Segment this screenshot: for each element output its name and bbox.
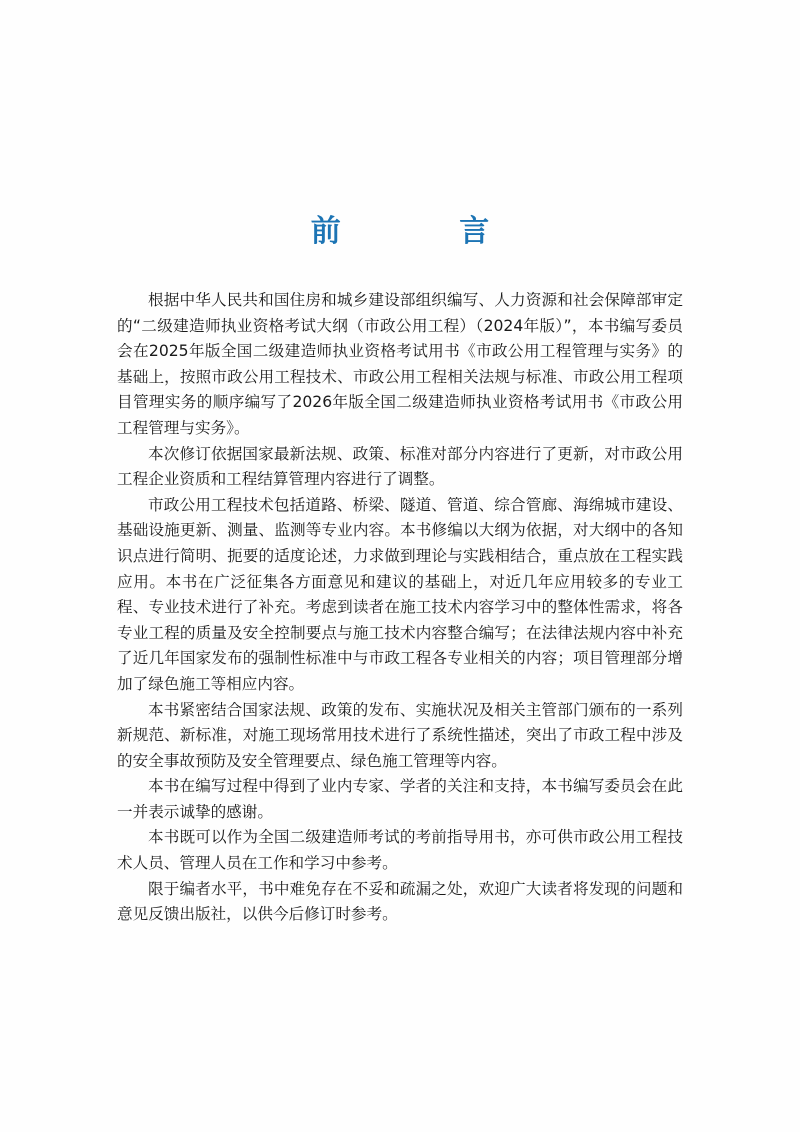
paragraph: 本书在编写过程中得到了业内专家、学者的关注和支持，本书编写委员会在此一并表示诚挚的感谢。: [117, 777, 683, 821]
paragraph: 市政公用工程技术包括道路、桥梁、隧道、管道、综合管廊、海绵城市建设、基础设施更新、测量、监测等专业内容。本书修编以大纲为依据，对大纲中的各知识点进行简明、扼要的适度论述，力求做到理论与实践相结合，重点放在工程实践应用。本书在广泛征集各方面意见和建议的基础上，对近几年应用较多的专业工程、专业技术进行了补充。考虑到读者在施工技术内容学习中的整体性需求，将各专业工程的质量及安全控制要点与施工技术内容整合编写；在法律法规内容中补充了近几年国家发布的强制性标准中与市政工程各专业相关的内容；项目管理部分增加了绿色施工等相应内容。: [117, 495, 683, 693]
paragraph: 本书紧密结合国家法规、政策的发布、实施状况及相关主管部门颁布的一系列新规范、新标准，对施工现场常用技术进行了系统性描述，突出了市政工程中涉及的安全事故预防及安全管理要点、绿色施工管理等内容。: [117, 700, 683, 770]
page-title: 前 言: [310, 214, 544, 250]
paragraph: 本书既可以作为全国二级建造师考试的考前指导用书，亦可供市政公用工程技术人员、管理人员在工作和学习中参考。: [117, 828, 683, 873]
paragraph: 限于编者水平，书中难免存在不妥和疏漏之处，欢迎广大读者将发现的问题和意见反馈出版社，以供今后修订时参考。: [117, 879, 683, 924]
paragraph: 根据中华人民共和国住房和城乡建设部组织编写、人力资源和社会保障部审定的“二级建造师执业资格考试大纲（市政公用工程）（2024年版）”，本书编写委员会在2025年版全国二级建造师执业资格考试用书《市政公用工程管理与实务》的基础上，按照市政公用工程技术、市政公用工程相关法规与标准、市政公用工程项目管理实务的顺序编写了2026年版全国二级建造师执业资格考试用书《市政公用工程管理与实务》。: [117, 291, 683, 437]
paragraph: 本次修订依据国家最新法规、政策、标准对部分内容进行了更新，对市政公用工程企业资质和工程结算管理内容进行了调整。: [117, 444, 683, 489]
preface-body: [117, 288, 683, 928]
